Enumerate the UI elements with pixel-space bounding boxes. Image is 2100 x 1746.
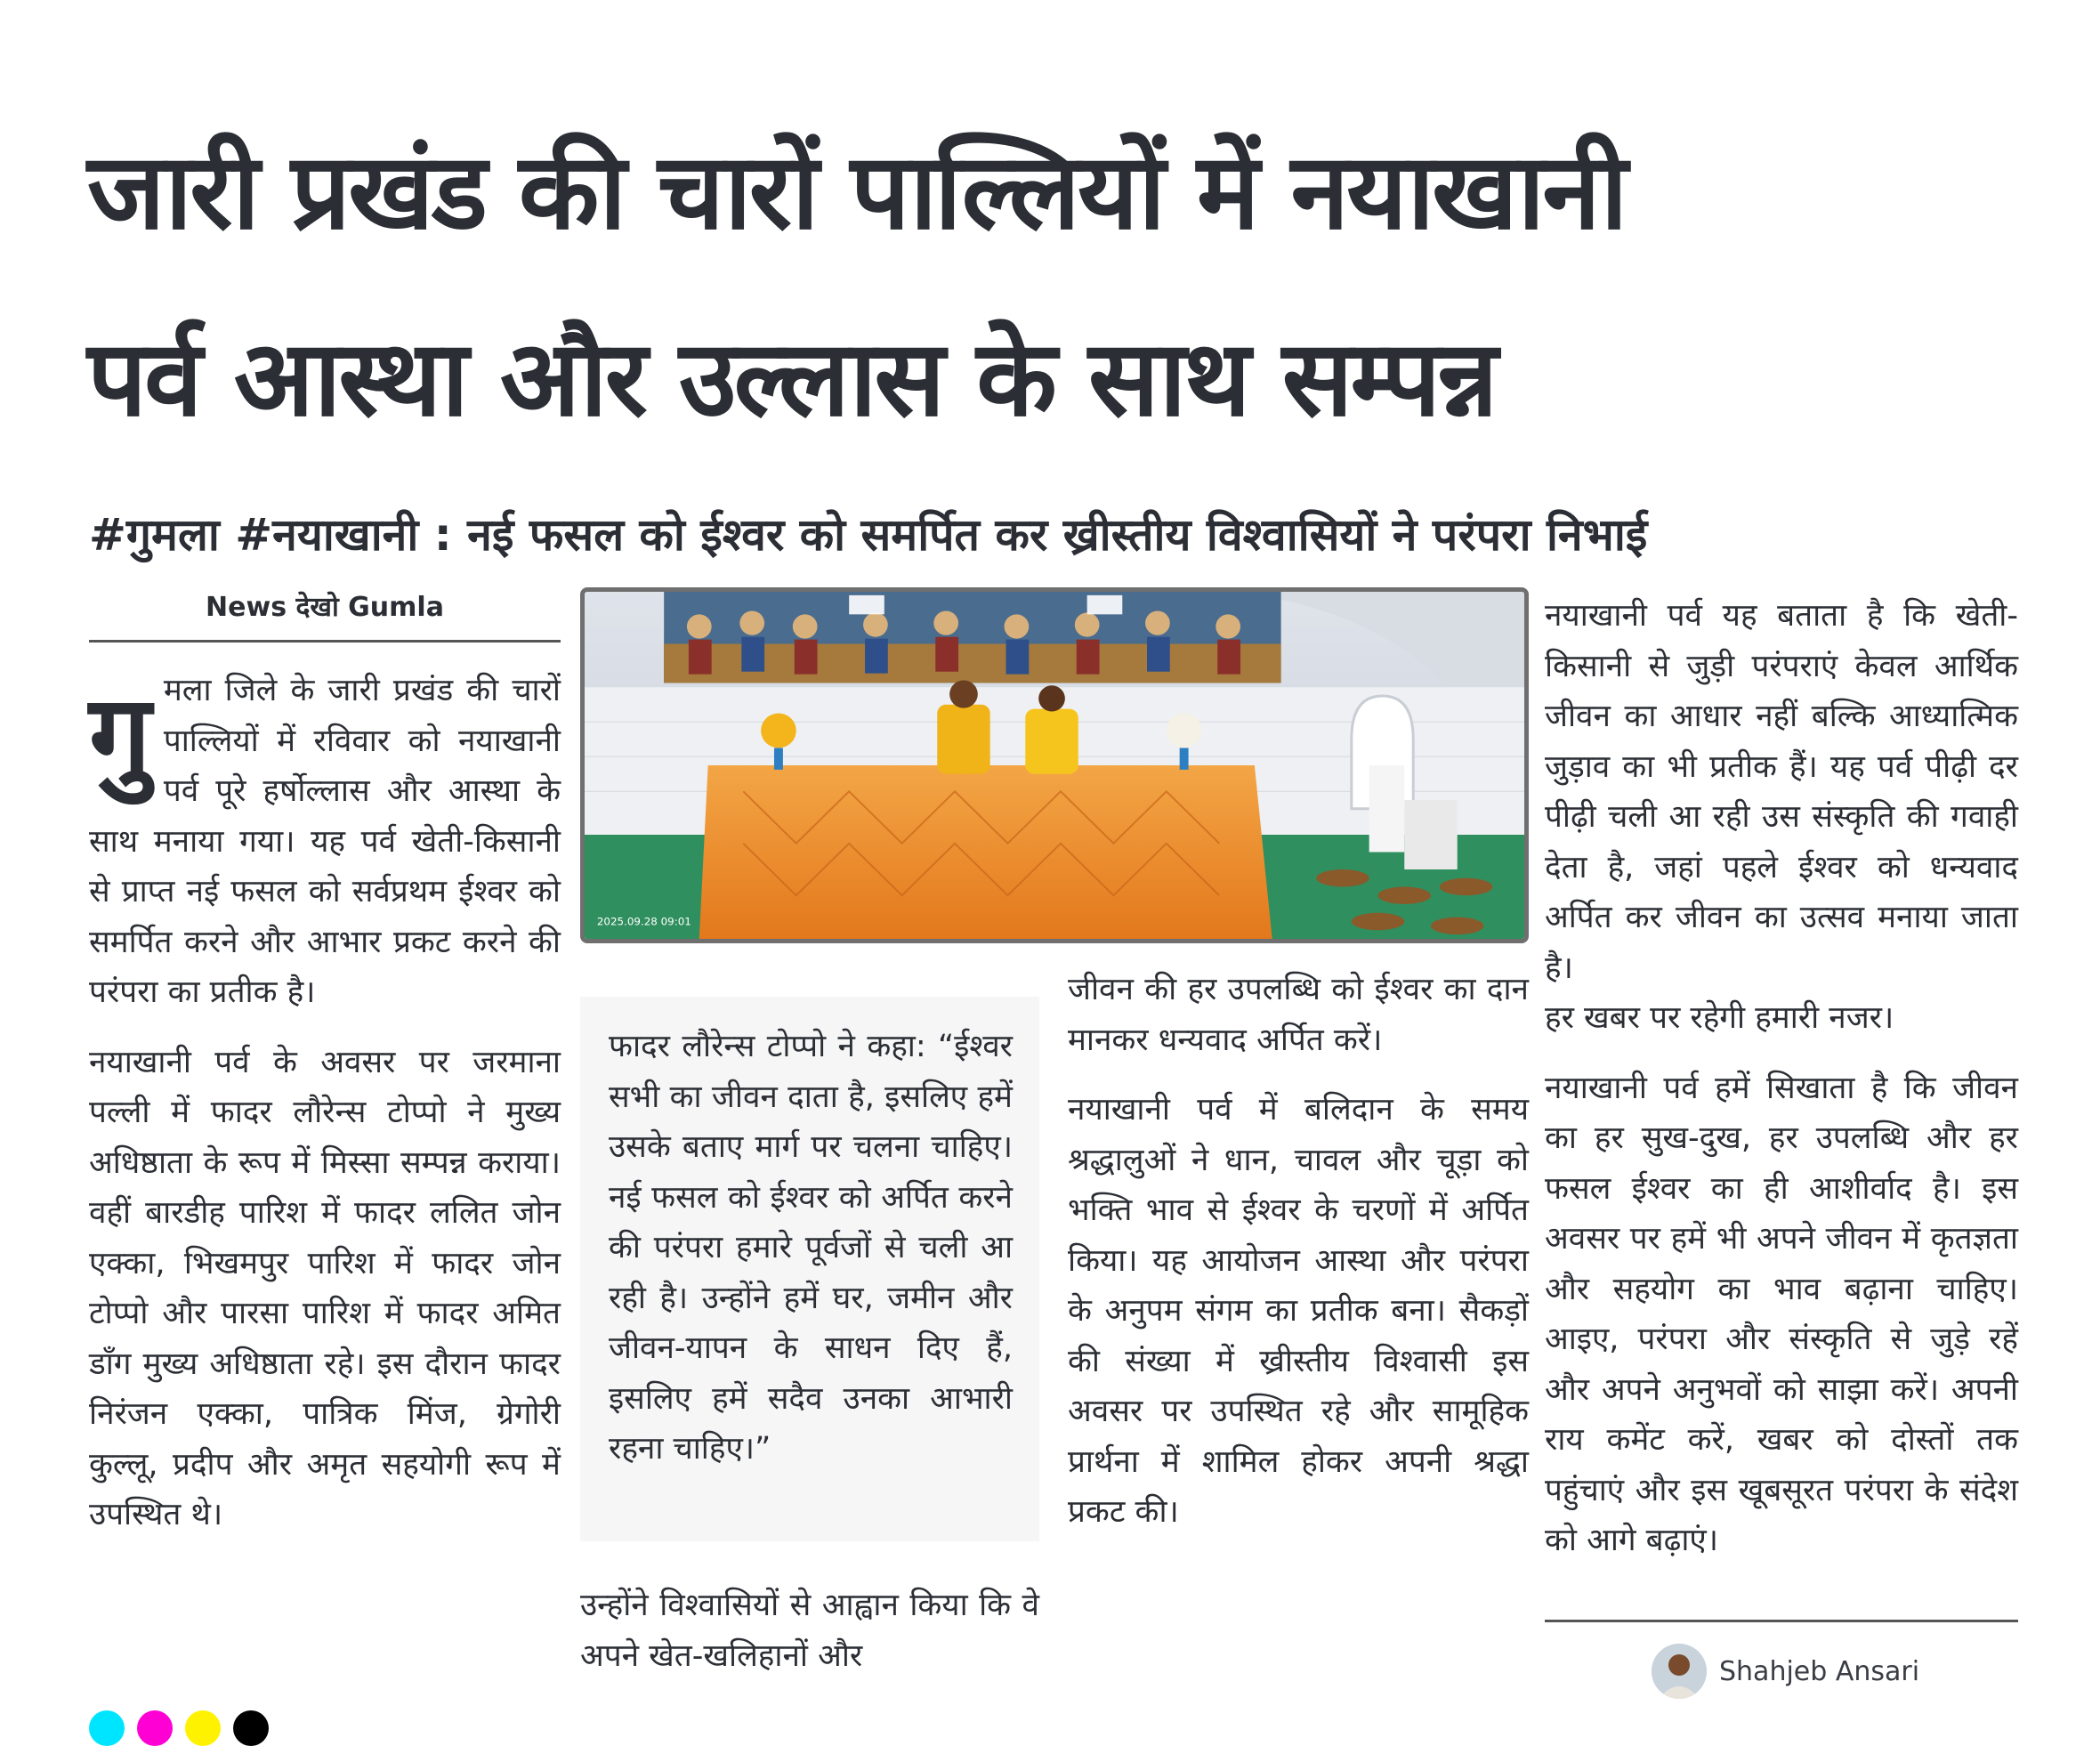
author-avatar bbox=[1652, 1644, 1707, 1699]
article-paragraph-6: नयाखानी पर्व में बलिदान के समय श्रद्धालुओं ने धान, चावल और चूड़ा को भक्ति भाव से ईश्वर के चरणों में अर्पित किया। यह आयोजन आस्था और परंपरा के अनुपम संगम का प्रतीक बना। सैकड़ों की संख्या में ख्रीस्तीय विश्वासी इस अवसर पर उपस्थित रहे और सामूहिक प्रार्थना में शामिल होकर अपनी श्रद्धा प्रकट की। bbox=[1068, 1092, 1529, 1530]
divider bbox=[1545, 1620, 2018, 1622]
article-paragraph-7: नयाखानी पर्व यह बताता है कि खेती-किसानी से जुड़ी परंपराएं केवल आर्थिक जीवन का आधार नहीं बल्कि आध्यात्मिक जुड़ाव का भी प्रतीक हैं। यह पर्व पीढ़ी दर पीढ़ी चली आ रही उस संस्कृति की गवाही देता है, जहां पहले ईश्वर को धन्यवाद अर्पित कर जीवन का उत्सव मनाया जाता है। हर खबर पर रहेगी हमारी नजर। bbox=[1545, 598, 2018, 1036]
pull-quote bbox=[580, 997, 1039, 1541]
article-photo bbox=[580, 587, 1529, 943]
article-column-3 bbox=[1068, 965, 1529, 1538]
article-paragraph-5: जीवन की हर उपलब्धि को ईश्वर का दान मानकर धन्यवाद अर्पित करें। bbox=[1068, 972, 1529, 1058]
byline: News देखो Gumla bbox=[89, 587, 561, 643]
photo-timestamp: 2025.09.28 09:01 bbox=[596, 915, 691, 928]
article-column-4 bbox=[1545, 591, 2018, 1566]
article-column-2 bbox=[580, 1580, 1039, 1681]
church-altar-photo bbox=[585, 592, 1524, 939]
print-registration-marks bbox=[89, 1710, 269, 1746]
yellow-dot bbox=[185, 1710, 221, 1746]
headline-line-1: जारी प्रखंड की चारों पाल्लियों में नयाखानी bbox=[87, 130, 1626, 253]
quote-text: फादर लौरेन्स टोप्पो ने कहा: “ईश्वर सभी का जीवन दाता है, इसलिए हमें उसके बताए मार्ग पर चलना चाहिए। नई फसल को ईश्वर को अर्पित करने की परंपरा हमारे पूर्वजों से चली आ रही है। उन्होंने हमें घर, जमीन और जीवन-यापन के साधन दिए हैं, इसलिए हमें सदैव उनका आभारी रहना चाहिए।” bbox=[609, 1029, 1013, 1467]
article-column-1 bbox=[89, 666, 561, 1540]
author-credit bbox=[1652, 1643, 1919, 1700]
article-paragraph-2: नयाखानी पर्व के अवसर पर जरमाना पल्ली में फादर लौरेन्स टोप्पो ने मुख्य अधिष्ठाता के रूप में मिस्सा सम्पन्न कराया। वहीं बारडीह पारिश में फादर ललित जोन एक्का, भिखमपुर पारिश में फादर जोन टोप्पो और पारसा पारिश में फादर अमित डाँग मुख्य अधिष्ठाता रहे। इस दौरान फादर निरंजन एक्का, पात्रिक मिंज, ग्रेगोरी कुल्लू, प्रदीप और अमृत सहयोगी रूप में उपस्थित थे। bbox=[89, 1044, 561, 1532]
cyan-dot bbox=[89, 1710, 125, 1746]
avatar-photo-icon bbox=[1652, 1644, 1707, 1699]
article-paragraph-1: गुमला जिले के जारी प्रखंड की चारों पाल्लियों में रविवार को नयाखानी पर्व पूरे हर्षोल्लास और आस्था के साथ मनाया गया। यह पर्व खेती-किसानी से प्राप्त नई फसल को सर्वप्रथम ईश्वर को समर्पित करने और आभार प्रकट करने की परंपरा का प्रतीक है। bbox=[89, 666, 561, 1018]
headline-line-2: पर्व आस्था और उल्लास के साथ सम्पन्न bbox=[87, 317, 1496, 440]
tagline: हर खबर पर रहेगी हमारी नजर। bbox=[1545, 1000, 1894, 1036]
article-paragraph-8: नयाखानी पर्व हमें सिखाता है कि जीवन का हर सुख-दुख, हर उपलब्धि और हर फसल ईश्वर का ही आशीर्वाद है। इस अवसर पर हमें भी अपने जीवन में कृतज्ञता और सहयोग का भाव बढ़ाना चाहिए। आइए, परंपरा और संस्कृति से जुड़े रहें और अपने अनुभवों को साझा करें। अपनी राय कमेंट करें, खबर को दोस्तों तक पहुंचाएं और इस खूबसूरत परंपरा के संदेश को आगे बढ़ाएं। bbox=[1545, 1070, 2018, 1558]
magenta-dot bbox=[137, 1710, 173, 1746]
drop-cap: गु bbox=[89, 672, 151, 800]
headline bbox=[87, 98, 2027, 472]
author-name: Shahjeb Ansari bbox=[1719, 1655, 1920, 1687]
article-paragraph-4: उन्होंने विश्वासियों से आह्वान किया कि वे अपने खेत-खलिहानों और bbox=[580, 1588, 1039, 1674]
black-dot bbox=[233, 1710, 269, 1746]
subheadline: #गुमला #नयाखानी : नई फसल को ईश्वर को समर्पित कर ख्रीस्तीय विश्वासियों ने परंपरा निभाई bbox=[89, 509, 1648, 561]
